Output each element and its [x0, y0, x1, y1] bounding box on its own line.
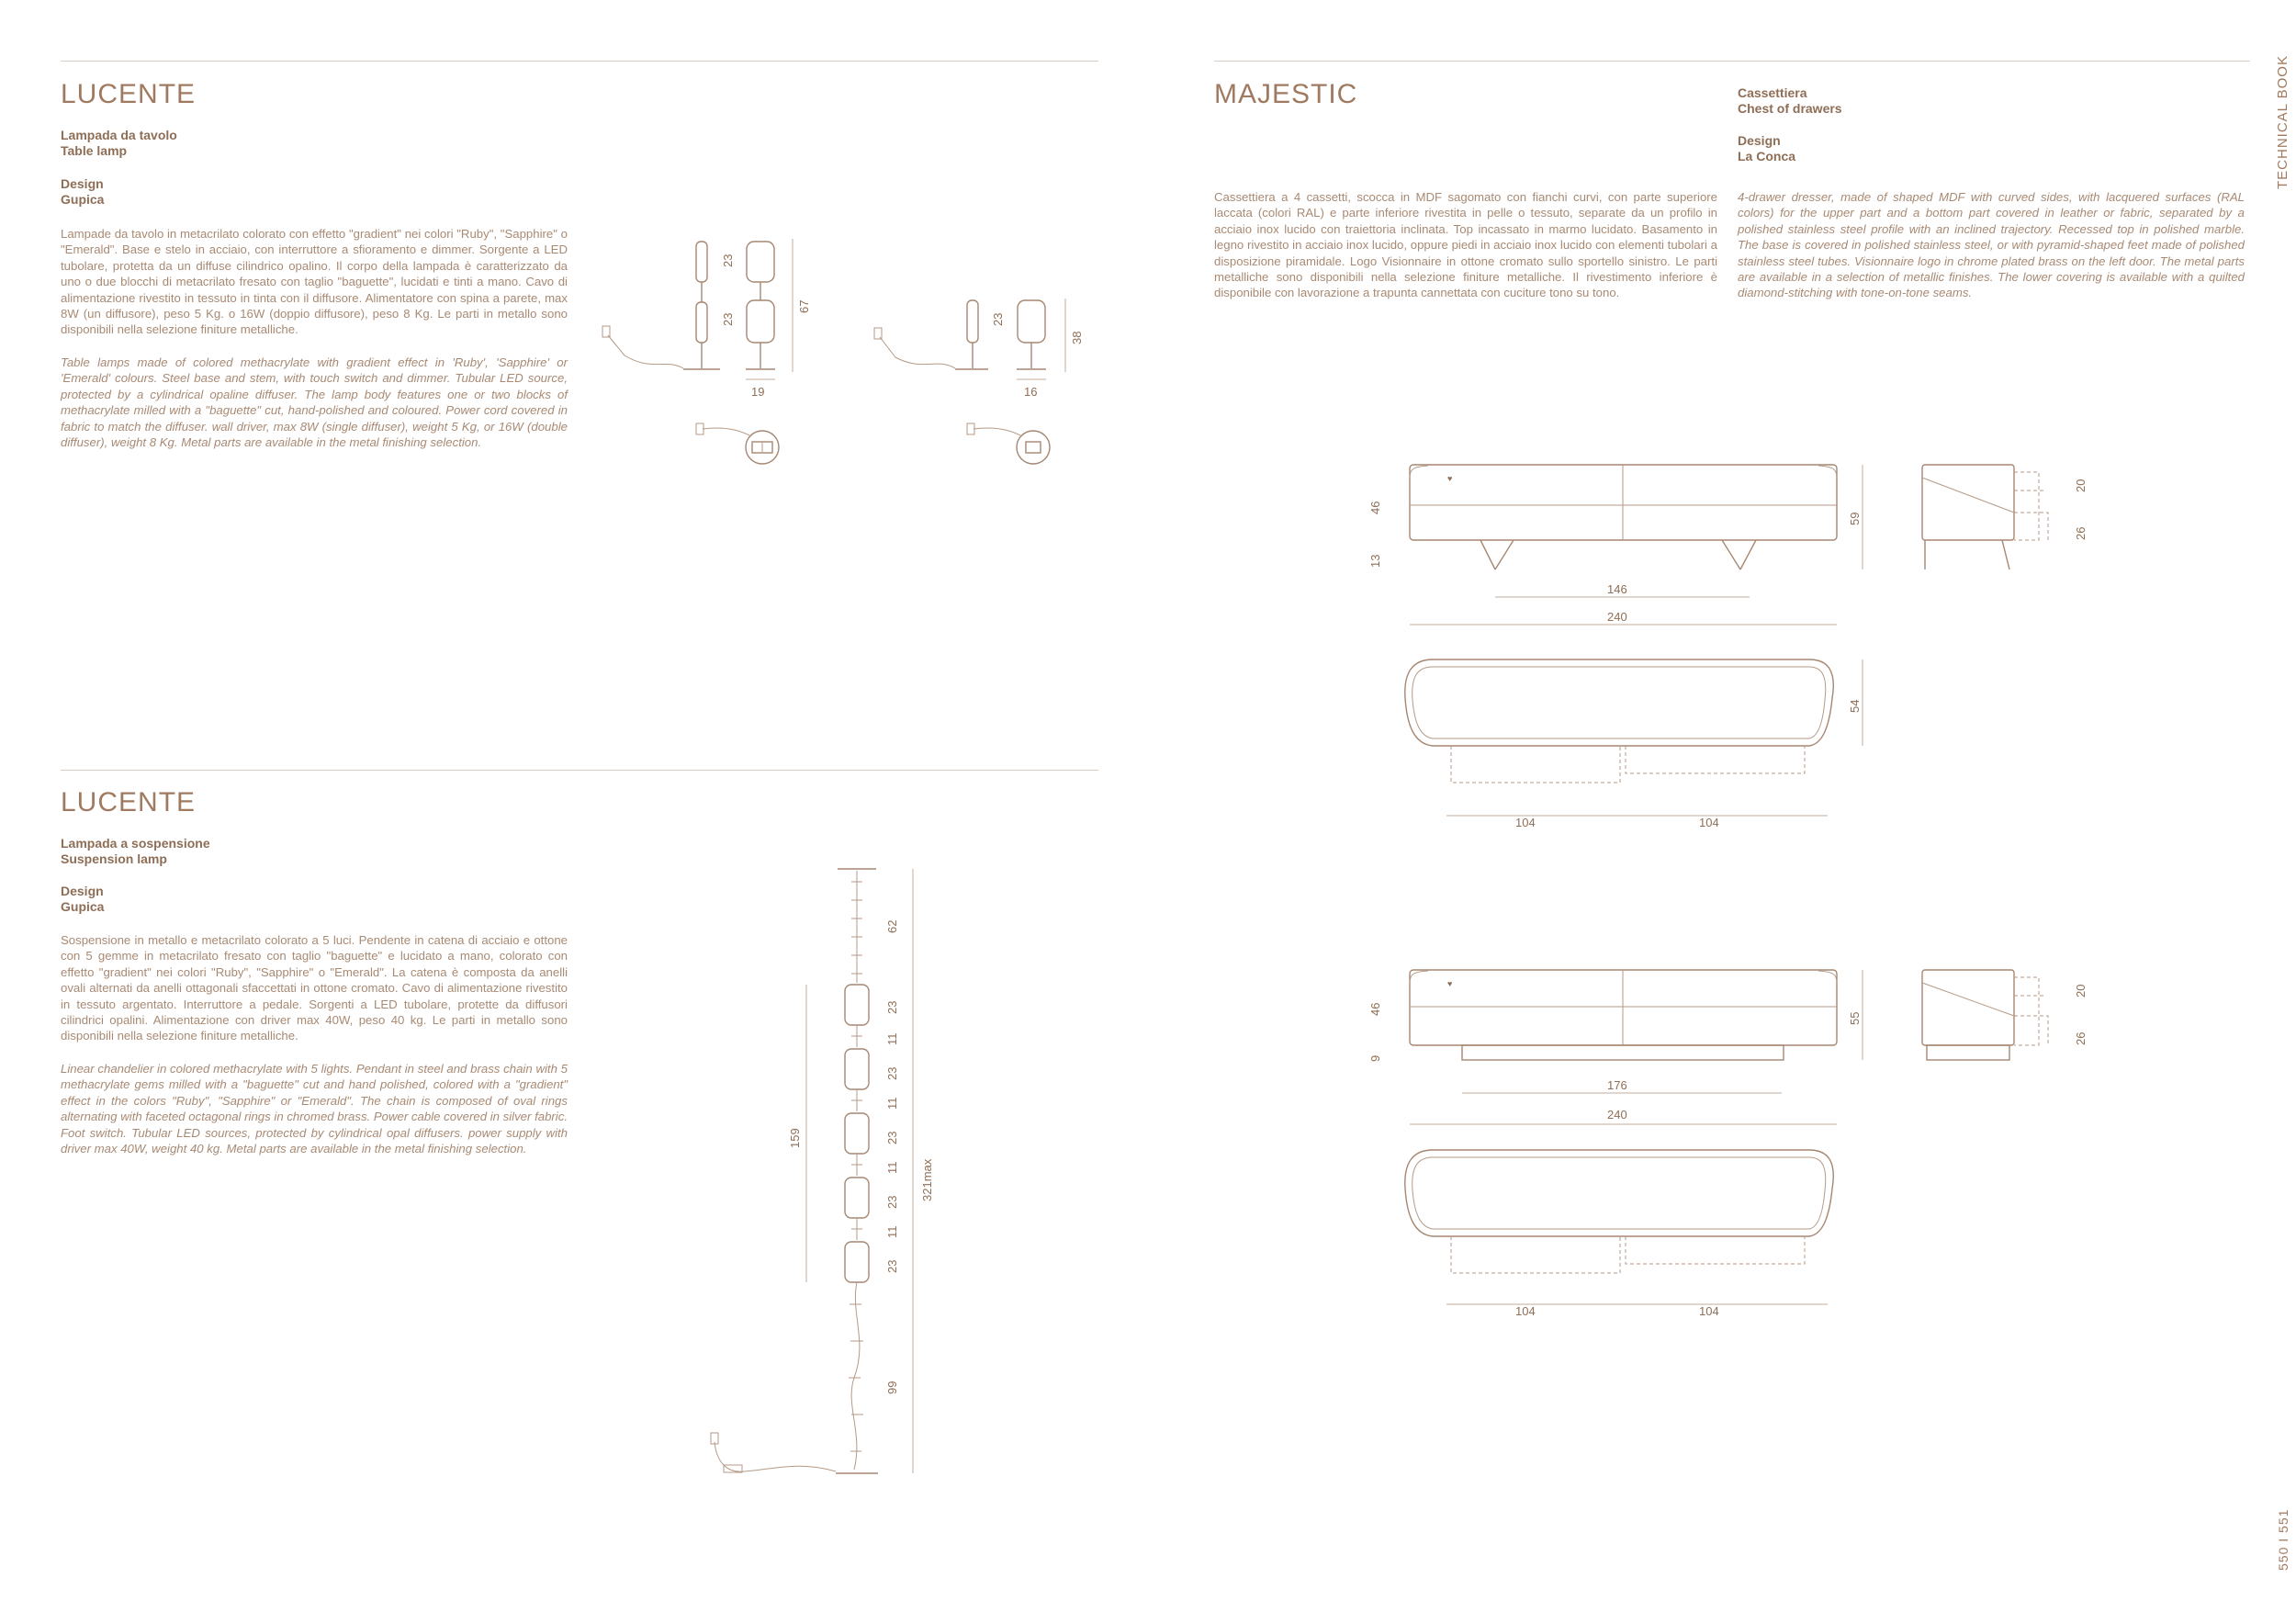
designer-name: La Conca	[1738, 149, 1796, 163]
description-italian: Cassettiera a 4 cassetti, scocca in MDF sagomato con fianchi curvi, con parte superiore laccata (colori RAL) e parte inferiore rivestita in pelle o tessuto, separate da un profilo in acciaio inox lucido con traiettoria inclinata. Top incassato in marmo lucidato. Basamento in legno rivestito in acciaio inox lucido, oppure piedi in acciaio inox lucido con elementi tubolari a disposizione piramidale. Logo Visionnaire in ottone cromato sullo sportello sinistro. Le parti metalliche sono disponibili nella selezione finiture metalliche. Il rivestimento inferiore è disponibile con lavorazione a trapunta cannettata con cuciture tono su tono.	[1214, 190, 1717, 300]
dim-single-height: 38	[1070, 331, 1084, 344]
double-lamp-top-icon	[696, 423, 779, 464]
dim-inner-width: 146	[1607, 582, 1627, 596]
description-english: 4-drawer dresser, made of shaped MDF with curved sides, with lacquered surfaces (RAL colors) for the upper part and a bottom part covered in leather or fabric, separated by a polished stainless steel profile with an inclined trajectory. Recessed top in polished marble. The base is covered in polished stainless steel, or with pyramid-shaped feet made of polished stainless steel tubes. Visionnaire logo in chrome plated brass on the left door. The metal parts are available in a selection of metallic finishes. The lower covering is available with a quilted diamond-stitching with tone-on-tone seams.	[1738, 190, 2245, 300]
dim-gem-1: 23	[885, 1000, 899, 1014]
dim-gem-4: 23	[885, 1195, 899, 1209]
dim-gem-5: 23	[885, 1259, 899, 1273]
dresser-top-view-icon	[1405, 1150, 1833, 1304]
dim-total: 321max	[920, 1158, 934, 1201]
dim-side-a: 20	[2074, 479, 2088, 492]
dim-upper-height: 46	[1368, 501, 1382, 514]
dim-top: 62	[885, 919, 899, 933]
top-rule-right	[1214, 61, 2250, 62]
suspension-lamp-icon	[711, 869, 913, 1473]
type-italian: Cassettiera	[1738, 85, 1807, 100]
dim-bottom: 99	[885, 1381, 899, 1394]
single-lamp-front-icon	[1017, 299, 1065, 379]
suspension-lamp-drawing	[670, 863, 974, 1488]
single-lamp-top-icon	[967, 423, 1050, 464]
design-label: Design	[1738, 133, 1781, 148]
dresser-side-view-icon	[1922, 970, 2048, 1060]
type-italian: Lampada da tavolo	[61, 128, 177, 142]
top-rule-left	[61, 61, 1098, 62]
dim-width: 19	[751, 385, 765, 399]
single-lamp-side-icon	[874, 300, 988, 369]
dim-depth: 54	[1848, 699, 1862, 713]
majestic-plinth-drawing	[1359, 955, 2112, 1341]
type-english: Table lamp	[61, 143, 128, 158]
dim-single-block: 23	[991, 312, 1005, 326]
dim-gap-4: 11	[885, 1225, 899, 1238]
dim-half-left: 104	[1515, 816, 1536, 829]
product-title: LUCENTE	[61, 79, 197, 109]
dim-total-height: 59	[1848, 512, 1862, 525]
svg-text:♥: ♥	[1447, 979, 1453, 988]
designer-name: Gupica	[61, 192, 105, 207]
type-english: Chest of drawers	[1738, 101, 1842, 116]
dim-upper-height: 46	[1368, 1002, 1382, 1016]
dim-gap-2: 11	[885, 1097, 899, 1110]
designer-block	[1738, 133, 1795, 164]
dresser-front-view-icon	[1410, 465, 1863, 625]
svg-text:♥: ♥	[1447, 474, 1453, 483]
dim-width: 240	[1607, 1108, 1627, 1121]
designer-block	[61, 884, 104, 915]
page-numbers: 550 I 551	[2276, 1508, 2290, 1571]
dim-total-height: 55	[1848, 1011, 1862, 1025]
product-title: LUCENTE	[61, 787, 197, 817]
double-lamp-front-icon	[746, 239, 793, 379]
dim-width: 240	[1607, 610, 1627, 624]
dim-side-a: 20	[2074, 984, 2088, 997]
product-title: MAJESTIC	[1214, 79, 1358, 109]
dim-total-height: 67	[797, 299, 811, 313]
dim-base-height: 9	[1368, 1054, 1382, 1062]
type-english: Suspension lamp	[61, 851, 167, 866]
dim-single-width: 16	[1024, 385, 1038, 399]
dim-half-right: 104	[1699, 816, 1719, 829]
dim-body: 159	[788, 1128, 802, 1148]
table-lamp-drawing	[588, 234, 1102, 473]
dim-side-b: 26	[2074, 1031, 2088, 1045]
dresser-front-view-icon	[1410, 970, 1863, 1124]
double-lamp-side-icon	[602, 242, 720, 369]
designer-name: Gupica	[61, 899, 105, 914]
dim-feet-height: 13	[1368, 554, 1382, 568]
description-italian: Sospensione in metallo e metacrilato colorato a 5 luci. Pendente in catena di acciaio e ottone con 5 gemme in metacrilato fresato con taglio "baguette" e lucidato a mano, colorato con effetto "gradient" nei colori "Ruby", "Sapphire" o "Emerald". La catena è composta da anelli ovali alternati da anelli ottagonali sfaccettati in ottone cromato. Cavo di alimentazione rivestito in tessuto argentato. Interruttore a pedale. Sorgenti a LED tubolare, protette da diffusori cilindrici opalini. Alimentazione con driver max 40W, peso 40 kg. Le parti in metallo sono disponibili nella selezione finiture metalliche.	[61, 933, 568, 1043]
majestic-feet-drawing	[1359, 450, 2112, 845]
designer-block	[61, 176, 104, 208]
dresser-side-view-icon	[1922, 465, 2048, 569]
dim-side-b: 26	[2074, 526, 2088, 540]
description-italian: Lampade da tavolo in metacrilato colorato con effetto "gradient" nei colori "Ruby", "Sapphire" o "Emerald". Base e stelo in acciaio, con interruttore a sfioramento e dimmer. Sorgente a LED tubolare, protetta da un diffuse cilindrico opalino. Il corpo della lampada è caratterizzato da uno o due blocchi di metacrilato fresato con taglio "baguette", lucidati e tinti a mano. Cavo di alimentazione rivestito in tessuto in tinta con il diffusore. Alimentatore con spina a parete, max 8W (un diffusore), peso 5 Kg. o 16W (doppio diffusore), peso 8 Kg. Le parti in metallo sono disponibili nella selezione finiture metalliche.	[61, 227, 568, 337]
dim-inner-width: 176	[1607, 1078, 1627, 1092]
dim-gem-3: 23	[885, 1131, 899, 1144]
product-type	[61, 128, 177, 159]
description-english: Table lamps made of colored methacrylate with gradient effect in 'Ruby', 'Sapphire' or 'Emerald' colours. Steel base and stem, with touch switch and dimmer. Tubular LED source, protected by a cylindrical opaline diffuser. The lamp body features one or two blocks of methacrylate milled with a "baguette" cut, hand-polished and coloured. Power cord covered in fabric to match the diffuser. wall driver, max 8W (single diffuser), weight 5 Kg, or 16W (double diffuser), weight 8 Kg. Metal parts are available in the metal finishing selection.	[61, 355, 568, 450]
product-type	[1738, 85, 1842, 117]
dresser-top-view-icon	[1405, 659, 1863, 816]
dim-gap-1: 11	[885, 1032, 899, 1045]
dim-block-a: 23	[721, 254, 735, 267]
dim-gap-3: 11	[885, 1161, 899, 1174]
product-type	[61, 836, 210, 867]
design-label: Design	[61, 884, 104, 898]
design-label: Design	[61, 176, 104, 191]
dim-half-right: 104	[1699, 1304, 1719, 1318]
dim-block-b: 23	[721, 312, 735, 326]
dim-gem-2: 23	[885, 1066, 899, 1080]
dim-half-left: 104	[1515, 1304, 1536, 1318]
side-label: TECHNICAL BOOK	[2275, 55, 2290, 189]
mid-rule-left	[61, 770, 1098, 771]
type-italian: Lampada a sospensione	[61, 836, 210, 851]
description-english: Linear chandelier in colored methacrylate with 5 lights. Pendant in steel and brass chain with 5 methacrylate gems milled with a "baguette" cut and hand polished, colored with a "gradient" effect in the colors "Ruby", "Sapphire" or "Emerald". The chain is composed of oval rings alternating with faceted octagonal rings in chromed brass. Power cable covered in silver fabric. Foot switch. Tubular LED sources, protected by cylindrical opal diffusers. power supply with driver max 40W, weight 40 kg. Metal parts are available in the metal finishing selection.	[61, 1062, 568, 1156]
